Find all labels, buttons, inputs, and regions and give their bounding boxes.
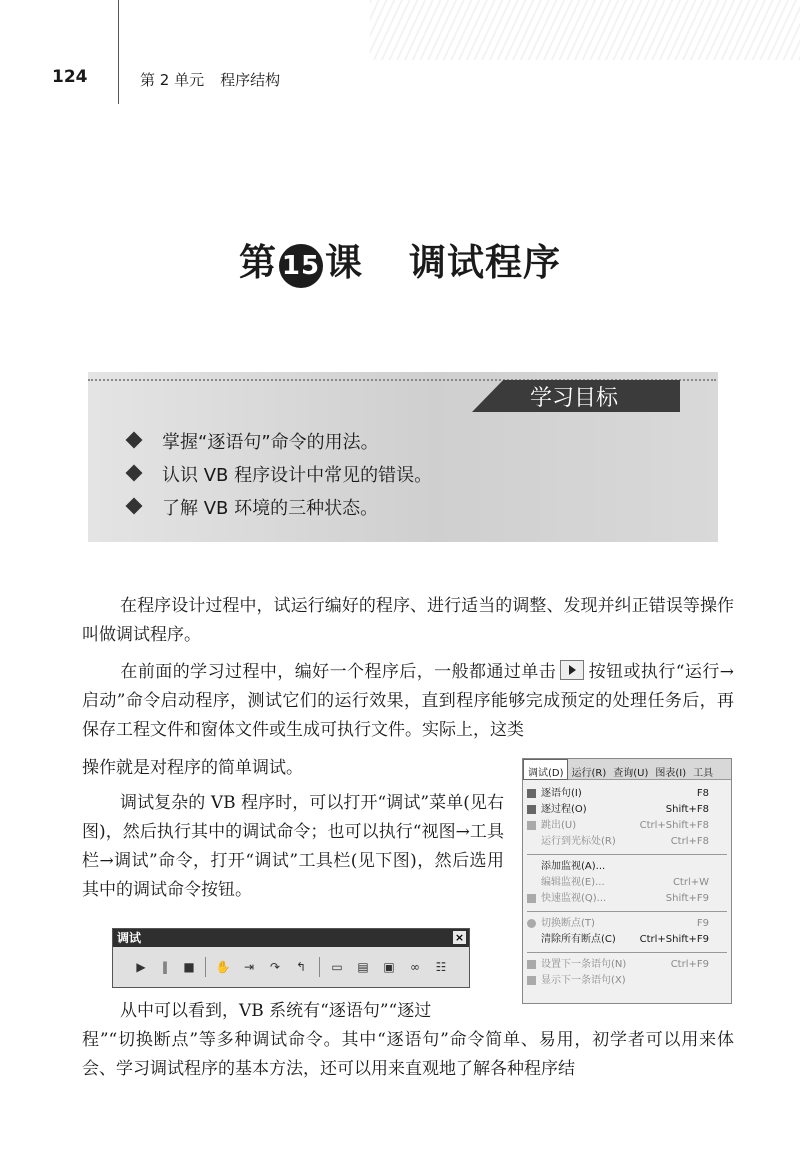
- header-divider: [118, 0, 119, 104]
- step-out-icon: [527, 821, 536, 830]
- locals-window-icon[interactable]: ▭: [331, 960, 343, 974]
- goal-item: 了解 VB 环境的三种状态。: [128, 494, 378, 520]
- lesson-suffix: 课: [325, 240, 363, 284]
- start-icon[interactable]: ▶: [136, 960, 146, 974]
- watch-window-icon[interactable]: ▣: [383, 960, 395, 974]
- call-stack-icon[interactable]: ☷: [435, 960, 447, 974]
- immediate-window-icon[interactable]: ▤: [357, 960, 369, 974]
- diamond-bullet-icon: [126, 465, 143, 482]
- unit-label: 第 2 单元: [140, 71, 205, 89]
- diamond-bullet-icon: [126, 498, 143, 515]
- running-header: [140, 69, 296, 90]
- menu-item-edit-watch[interactable]: 编辑监视(E)... Ctrl+W: [541, 877, 709, 888]
- paragraph-2-end: 操作就是对程序的简单调试。: [82, 758, 303, 778]
- lesson-title: [0, 232, 800, 288]
- menu-item-set-next-statement[interactable]: 设置下一条语句(N) Ctrl+F9: [523, 957, 731, 973]
- menu-separator: [527, 911, 727, 912]
- menu-tools[interactable]: 工具: [693, 768, 714, 779]
- toolbar-buttons: [123, 957, 463, 979]
- paragraph-4-cont: 程”“切换断点”等多种调试命令。其中“逐语句”命令简单、易用，初学者可以用来体会、学习调试程序的基本方法，还可以用来直观地了解各种程序结: [82, 1030, 734, 1079]
- debug-toolbar-figure: [112, 928, 470, 988]
- lesson-number-badge: 15: [279, 244, 323, 288]
- menu-run[interactable]: 运行(R): [571, 768, 607, 779]
- paragraph-1: 在程序设计过程中，试运行编好的程序、进行适当的调整、发现并纠正错误等操作叫做调试程序。: [82, 596, 734, 645]
- menu-item-clear-breakpoints[interactable]: 清除所有断点(C) Ctrl+Shift+F9: [541, 934, 709, 945]
- break-icon[interactable]: ‖: [162, 960, 168, 974]
- page-number: 124: [52, 67, 88, 87]
- menu-bar: [523, 759, 731, 780]
- goals-label: 学习目标: [530, 386, 619, 411]
- menu-item-add-watch[interactable]: 添加监视(A)...: [541, 861, 606, 872]
- quick-watch-icon[interactable]: ∞: [410, 960, 420, 974]
- step-over-icon[interactable]: ↷: [269, 960, 281, 974]
- menu-query[interactable]: 查询(U): [613, 768, 649, 779]
- diamond-bullet-icon: [126, 432, 143, 449]
- step-out-icon[interactable]: ↰: [295, 960, 307, 974]
- breakpoint-icon: [527, 919, 536, 928]
- step-into-icon: [527, 789, 536, 798]
- set-next-icon: [527, 960, 536, 969]
- paragraph-3: 调试复杂的 VB 程序时，可以打开“调试”菜单(见右图)，然后执行其中的调试命令；也可以执行“视图→工具栏→调试”命令，打开“调试”工具栏(见下图)，然后选用其中的调试命令按钮。: [82, 793, 504, 900]
- quick-watch-icon: [527, 894, 536, 903]
- lesson-name: 调试程序: [409, 240, 561, 284]
- menu-item-quick-watch[interactable]: 快速监视(Q)... Shift+F9: [523, 891, 731, 907]
- menu-item-step-over[interactable]: 逐过程(O) Shift+F8: [523, 802, 731, 818]
- goal-item: 掌握“逐语句”命令的用法。: [128, 428, 379, 454]
- menu-item-show-next-statement[interactable]: 显示下一条语句(X): [523, 973, 731, 989]
- goal-item: 认识 VB 程序设计中常见的错误。: [128, 461, 432, 487]
- lesson-prefix: 第: [239, 240, 277, 284]
- menu-debug[interactable]: 调试(D): [523, 759, 568, 780]
- menu-item-run-to-cursor[interactable]: 运行到光标处(R) Ctrl+F8: [541, 836, 709, 847]
- end-icon[interactable]: ■: [183, 960, 195, 974]
- toolbar-title-bar: [113, 929, 469, 947]
- menu-item-step-out[interactable]: 跳出(U) Ctrl+Shift+F8: [523, 818, 731, 834]
- page-corner-texture: [370, 0, 800, 60]
- menu-separator: [527, 854, 727, 855]
- menu-diagram[interactable]: 图表(I): [655, 768, 687, 779]
- show-next-icon: [527, 976, 536, 985]
- menu-item-step-into[interactable]: 逐语句(I) F8: [523, 786, 731, 802]
- debug-menu-figure: [522, 758, 732, 1004]
- unit-title: 程序结构: [220, 71, 281, 89]
- toolbar-title: 调试: [117, 931, 142, 945]
- paragraph-2: 在前面的学习过程中，编好一个程序后，一般都通过单击 按钮或执行“运行→启动”命令启动程序，测试它们的运行效果，直到程序能够完成预定的处理任务后，再保存工程文件和窗体文件或生成可执行文件。实际上，这类: [82, 662, 735, 740]
- paragraph-4: 从中可以看到，VB 系统有“逐语句”“逐过: [120, 1001, 432, 1021]
- toggle-breakpoint-icon[interactable]: ✋: [215, 960, 231, 974]
- step-into-icon[interactable]: ⇥: [243, 960, 255, 974]
- start-button-icon: [560, 660, 584, 680]
- close-icon[interactable]: ×: [454, 931, 465, 944]
- menu-item-toggle-breakpoint[interactable]: 切换断点(T) F9: [523, 916, 731, 932]
- menu-separator: [527, 952, 727, 953]
- step-over-icon: [527, 805, 536, 814]
